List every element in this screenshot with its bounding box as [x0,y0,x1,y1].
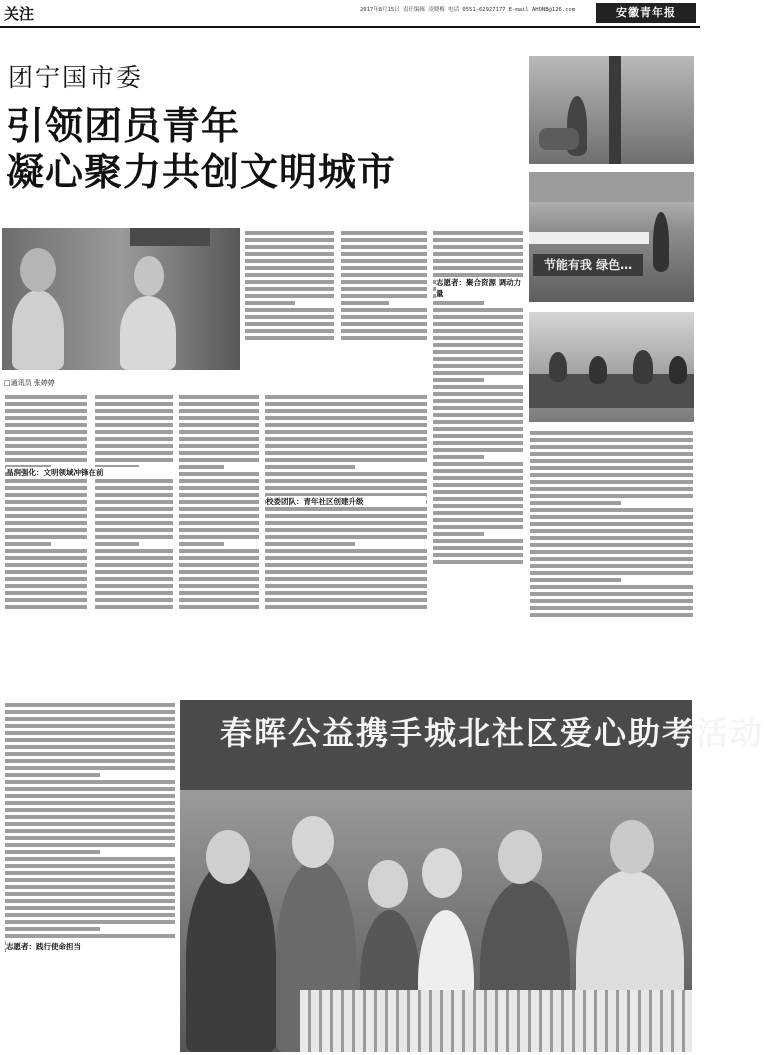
text-line [433,511,523,515]
text-line [95,507,173,511]
body-column-left [4,392,88,692]
text-line [95,423,173,427]
text-line [95,591,173,595]
text-line [95,528,173,532]
photo-children-activity [529,312,694,422]
text-line [95,395,173,399]
text-line [5,535,87,539]
text-line [179,591,259,595]
text-line [433,350,523,354]
text-line [265,528,427,532]
text-line [95,514,173,518]
text-line [245,238,334,242]
text-line [245,336,334,340]
article-kicker: 团宁国市委 [8,63,144,92]
body-column-bottom-left [4,700,176,1050]
text-line [245,322,334,326]
text-line [530,550,693,554]
text-line [179,416,259,420]
text-line [179,563,259,567]
text-line [179,493,259,497]
text-line [265,479,427,483]
text-line [265,451,427,455]
text-line [433,378,484,382]
text-line [179,528,259,532]
text-line [5,556,87,560]
body-column-mid-right [264,392,428,692]
text-line [530,431,693,435]
text-line [341,266,427,270]
text-line [5,808,175,812]
text-line [5,878,175,882]
text-line [265,395,427,399]
text-line [530,501,621,505]
text-line [95,437,173,441]
text-line [530,529,693,533]
text-line [179,556,259,560]
text-line [95,535,173,539]
text-line [5,724,175,728]
text-line [5,815,175,819]
text-line [5,731,175,735]
byline: □通讯员 张婷婷 [4,379,55,387]
text-line [341,287,427,291]
text-line [245,287,334,291]
text-line [179,507,259,511]
text-line [265,605,427,609]
text-line [530,494,693,498]
text-line [5,773,100,777]
text-line [5,416,87,420]
subhead-4: 志愿者：践行使命担当 [6,941,176,952]
text-line [95,521,173,525]
text-line [530,480,693,484]
text-line [5,794,175,798]
text-line [5,906,175,910]
text-line [265,430,427,434]
page-header [0,0,700,28]
text-line [433,553,523,557]
text-line [530,536,693,540]
text-line [433,455,484,459]
text-line [5,927,100,931]
text-line [245,245,334,249]
text-line [5,521,87,525]
text-line [95,444,173,448]
text-line [341,245,427,249]
text-line [341,308,427,312]
text-line [5,493,87,497]
text-line [95,556,173,560]
text-line [433,245,523,249]
headline-line-1: 引领团员青年 [6,103,241,148]
text-line [179,479,259,483]
text-line [530,599,693,603]
text-line [179,437,259,441]
text-line [341,252,427,256]
text-line [433,560,523,564]
text-line [245,266,334,270]
text-line [433,476,523,480]
text-line [341,231,427,235]
text-line [433,469,523,473]
text-line [265,465,355,469]
text-line [265,556,427,560]
text-line [433,231,523,235]
text-line [265,416,427,420]
text-line [433,392,523,396]
text-line [530,557,693,561]
text-line [530,564,693,568]
text-line [5,752,175,756]
photo-interview [2,228,240,370]
text-line [265,486,427,490]
text-line [95,458,173,462]
body-column-1-top [244,228,335,386]
text-line [530,487,693,491]
text-line [433,406,523,410]
text-line [433,357,523,361]
text-line [530,613,693,617]
text-line [95,402,173,406]
text-line [530,543,693,547]
text-line [179,395,259,399]
text-line [5,542,51,546]
text-line [245,231,334,235]
text-line [245,301,295,305]
text-line [179,521,259,525]
photo-street [529,56,694,164]
text-line [433,322,523,326]
text-line [433,546,523,550]
text-line [433,301,484,305]
text-line [5,395,87,399]
text-line [433,371,523,375]
text-line [245,294,334,298]
text-line [265,507,427,511]
text-line [5,836,175,840]
text-line [341,301,389,305]
text-line [179,472,259,476]
text-line [341,280,427,284]
text-line [95,577,173,581]
text-line [433,413,523,417]
text-line [179,535,259,539]
text-line [5,857,175,861]
text-line [95,486,173,490]
text-line [265,437,427,441]
text-line [5,500,87,504]
text-line [433,532,484,536]
text-line [530,585,693,589]
text-line [433,399,523,403]
text-line [5,528,87,532]
text-line [5,843,175,847]
text-line [95,549,173,553]
text-line [433,315,523,319]
text-line [433,518,523,522]
text-line [5,458,87,462]
text-line [5,717,175,721]
text-line [530,522,693,526]
text-line [433,259,523,263]
text-line [5,563,87,567]
text-line [5,577,87,581]
text-line [530,473,693,477]
text-line [95,479,173,483]
text-line [265,423,427,427]
text-line [95,493,173,497]
booth-sign: 节能有我 绿色… [533,254,643,276]
text-line [265,402,427,406]
text-line [341,329,427,333]
text-line [433,364,523,368]
text-line [179,458,259,462]
text-line [5,507,87,511]
text-line [265,591,427,595]
text-line [5,402,87,406]
text-line [5,605,87,609]
headline-line-2: 凝心聚力共创文明城市 [6,149,397,194]
text-line [433,385,523,389]
text-line [433,525,523,529]
text-line [179,465,224,469]
text-line [433,252,523,256]
text-line [341,315,427,319]
text-line [5,514,87,518]
text-line [5,486,87,490]
text-line [265,549,427,553]
text-line [95,542,139,546]
masthead-logo: 安徽青年报 [596,3,696,23]
text-line [5,710,175,714]
text-line [341,259,427,263]
text-line [433,434,523,438]
subhead-1: 晶润强化：文明领域冲锋在前 [6,467,176,478]
text-line [265,584,427,588]
text-line [179,542,224,546]
text-line [433,329,523,333]
body-column-mid [178,392,260,692]
text-line [5,892,175,896]
text-line [95,598,173,602]
text-line [5,759,175,763]
text-line [5,745,175,749]
body-column-2-top [340,228,428,386]
text-line [433,497,523,501]
text-line [179,444,259,448]
text-line [341,273,427,277]
text-line [5,920,175,924]
text-line [5,437,87,441]
text-line [5,703,175,707]
text-line [433,308,523,312]
text-line [5,598,87,602]
text-line [5,934,175,938]
text-line [433,266,523,270]
text-line [433,336,523,340]
text-line [5,423,87,427]
text-line [265,577,427,581]
text-line [433,238,523,242]
subhead-3: 志愿者：聚合资源 调动力量 [436,277,526,299]
text-line [5,409,87,413]
text-line [341,322,427,326]
text-line [5,766,175,770]
header-meta: 2017年8月15日 责任编辑 凌晓梅 电话 0551-62927177 E-mail AHQNB@126.com [360,7,576,13]
text-line [265,472,427,476]
text-line [265,514,427,518]
text-line [5,738,175,742]
text-line [5,430,87,434]
text-line [530,578,621,582]
text-line [245,252,334,256]
text-line [5,850,100,854]
text-line [5,822,175,826]
text-line [95,409,173,413]
text-line [245,273,334,277]
text-line [95,451,173,455]
text-line [265,409,427,413]
text-line [5,451,87,455]
text-line [95,563,173,567]
text-line [179,500,259,504]
text-line [95,584,173,588]
photo-booth [529,172,694,302]
text-line [433,483,523,487]
text-line [433,490,523,494]
text-line [179,598,259,602]
text-line [95,430,173,434]
text-line [5,899,175,903]
text-line [5,549,87,553]
text-line [179,430,259,434]
text-line [265,563,427,567]
subhead-2: 校委团队：青年社区创建升级 [266,496,426,507]
text-line [530,606,693,610]
text-line [433,441,523,445]
text-line [5,479,87,483]
text-line [530,445,693,449]
text-line [5,591,87,595]
photo-exam-support-event [180,700,764,1052]
text-line [530,571,693,575]
text-line [179,486,259,490]
text-line [265,458,427,462]
text-line [530,592,693,596]
text-line [179,570,259,574]
text-line [433,343,523,347]
text-line [5,871,175,875]
text-line [5,864,175,868]
text-line [5,584,87,588]
text-line [265,542,355,546]
text-line [95,500,173,504]
text-line [5,787,175,791]
text-line [245,259,334,263]
body-column-mid-left [94,392,174,692]
event-banner-text: 春晖公益携手城北社区爱心助考活动 [220,714,764,752]
text-line [179,409,259,413]
text-line [530,515,693,519]
text-line [5,444,87,448]
text-line [530,459,693,463]
text-line [433,462,523,466]
text-line [179,577,259,581]
text-line [530,508,693,512]
text-line [433,539,523,543]
text-line [179,605,259,609]
text-line [433,427,523,431]
text-line [265,535,427,539]
text-line [433,504,523,508]
text-line [179,451,259,455]
text-line [433,448,523,452]
text-line [179,549,259,553]
body-column-right [529,428,694,692]
text-line [245,280,334,284]
text-line [341,336,427,340]
text-line [245,329,334,333]
text-line [245,315,334,319]
text-line [5,913,175,917]
text-line [5,801,175,805]
text-line [95,605,173,609]
text-line [179,423,259,427]
text-line [179,402,259,406]
text-line [5,570,87,574]
section-label: 关注 [4,5,35,23]
text-line [5,780,175,784]
text-line [530,466,693,470]
text-line [433,420,523,424]
volunteer-crowd [180,790,692,1052]
text-line [265,444,427,448]
text-line [95,570,173,574]
text-line [245,308,334,312]
text-line [265,598,427,602]
text-line [179,514,259,518]
text-line [530,438,693,442]
text-line [179,584,259,588]
text-line [341,238,427,242]
text-line [5,885,175,889]
text-line [265,570,427,574]
text-line [95,416,173,420]
text-line [5,829,175,833]
text-line [530,452,693,456]
text-line [341,294,427,298]
text-line [265,521,427,525]
